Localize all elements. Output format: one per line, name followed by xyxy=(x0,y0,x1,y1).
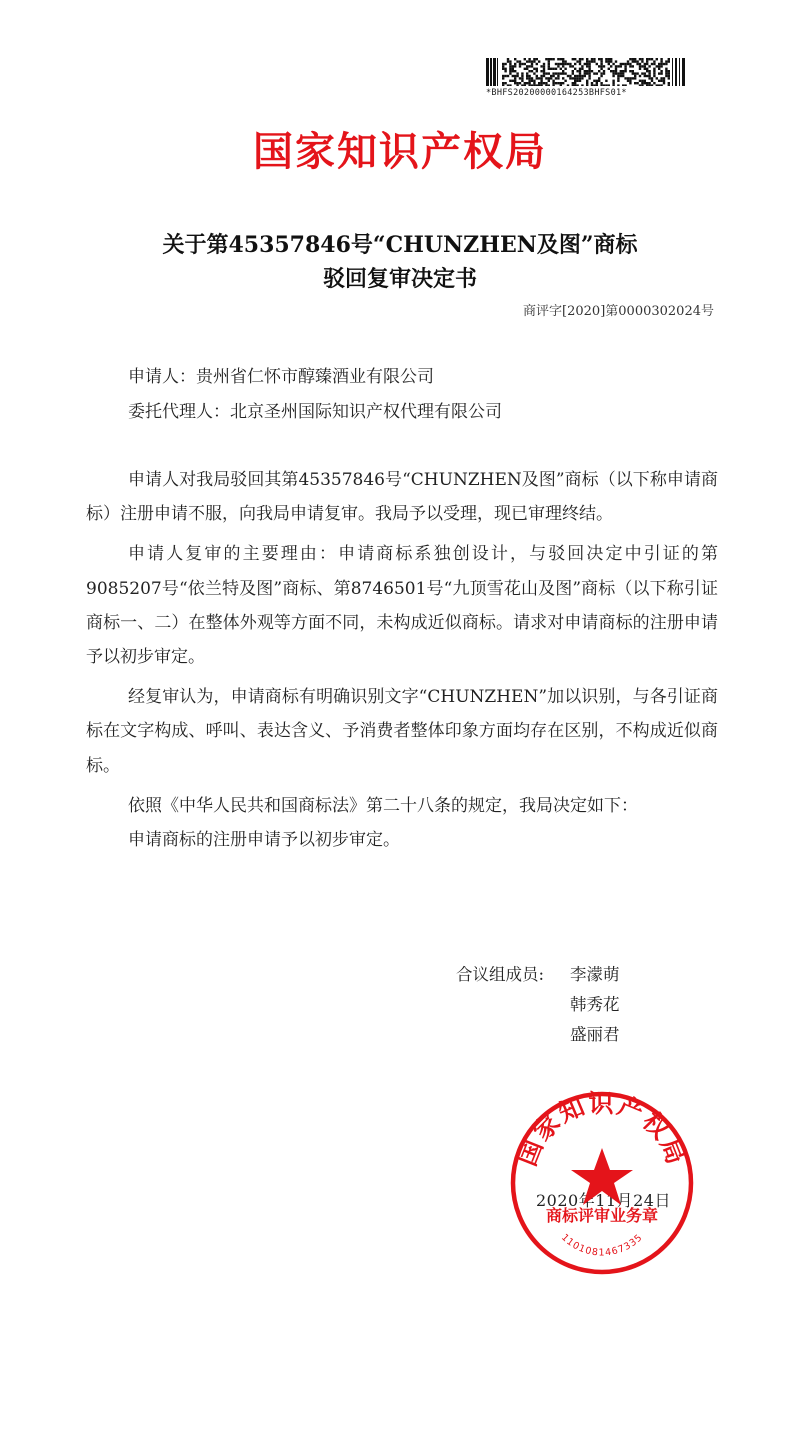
body-paragraph-5: 申请商标的注册申请予以初步审定。 xyxy=(128,830,400,851)
body-paragraph-2: 申请人复审的主要理由：申请商标系独创设计，与驳回决定中引证的第9085207号“依兰特及图”商标、第8746501号“九顶雪花山及图”商标（以下称引证商标一、二）在整体外观等方面不同，未构成近似商标。请求对申请商标的注册申请予以初步审定。 xyxy=(86,544,718,668)
decision-title-line2: 驳回复审决定书 xyxy=(322,266,477,292)
decision-date: 2020年11月24日 xyxy=(536,1191,671,1210)
decision-title-line1: 关于第45357846号“CHUNZHEN及图”商标 xyxy=(162,232,638,258)
applicant-line: 申请人：贵州省仁怀市醇臻酒业有限公司 xyxy=(128,367,434,387)
decision-body xyxy=(86,463,718,857)
panel-member: 韩秀花 xyxy=(570,995,620,1014)
star-icon xyxy=(571,1148,633,1205)
body-paragraph-1: 申请人对我局驳回其第45357846号“CHUNZHEN及图”商标（以下称申请商标）注册申请不服，向我局申请复审。我局予以受理，现已审理终结。 xyxy=(86,470,718,525)
barcode-text: *BHFS20200000164253BHFS01* xyxy=(486,88,627,98)
agent-line: 委托代理人：北京圣州国际知识产权代理有限公司 xyxy=(128,402,502,422)
seal-top-text: 国家知识产权局 xyxy=(512,1089,692,1170)
body-paragraph-4: 依照《中华人民共和国商标法》第二十八条的规定，我局决定如下： xyxy=(128,795,638,816)
body-paragraph-3: 经复审认为，申请商标有明确识别文字“CHUNZHEN”加以识别，与各引证商标在文字构成、呼叫、表达含义、予消费者整体印象方面均存在区别，不构成近似商标。 xyxy=(86,687,718,776)
official-seal xyxy=(507,1088,697,1278)
panel-members xyxy=(456,960,620,1050)
panel-member: 盛丽君 xyxy=(570,1025,620,1044)
office-title: 国家知识产权局 xyxy=(253,129,547,175)
seal-dept-text: 商标评审业务章 xyxy=(545,1206,659,1225)
document-number: 商评字[2020]第0000302024号 xyxy=(523,304,714,319)
seal-code: 1101081467335 xyxy=(558,1232,646,1259)
barcode-image xyxy=(486,58,686,86)
panel-member: 李濛萌 xyxy=(570,965,620,984)
barcode xyxy=(486,58,690,98)
panel-label: 合议组成员: xyxy=(456,965,545,984)
